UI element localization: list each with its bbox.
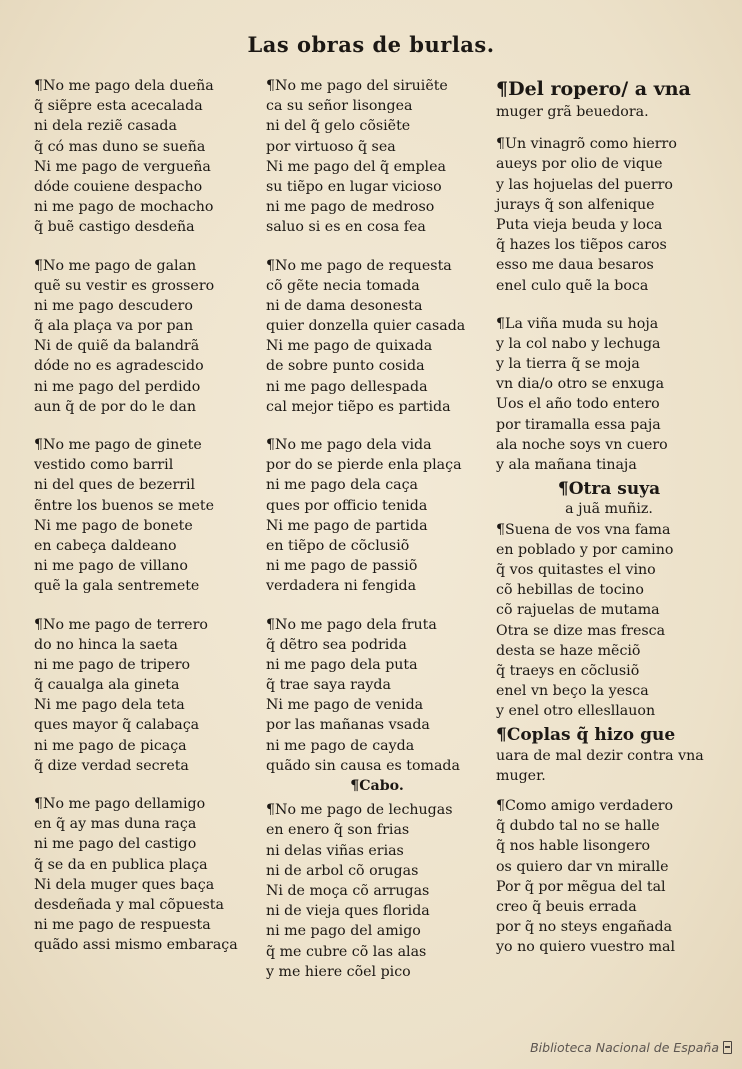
- verse-line: ala noche soys vn cuero: [496, 436, 668, 453]
- verse-line: ni me pago del perdido: [34, 378, 201, 395]
- section-heading-continuation: muger grã beuedora.: [496, 104, 649, 120]
- verse-line: ¶No me pago de terrero: [34, 616, 208, 633]
- verse-line: Por q̃ por mẽgua del tal: [496, 878, 666, 895]
- verse-line: ¶Un vinagrõ como hierro: [496, 136, 677, 153]
- verse-line: jurays q̃ son alfenique: [496, 196, 655, 213]
- verse-line: por q̃ no steys engañada: [496, 919, 673, 936]
- verse-line: ques por officio tenida: [266, 497, 428, 514]
- verse-line: ẽntre los buenos se mete: [34, 497, 215, 514]
- verse-line: enel vn beço la yesca: [496, 683, 649, 700]
- verse-line: ni dela reziẽ casada: [34, 118, 177, 135]
- stanza: [266, 800, 488, 982]
- verse-line: ¶No me pago de lechugas: [266, 802, 453, 819]
- verse-line: q̃ vos quitastes el vino: [496, 561, 656, 578]
- column-2: [266, 76, 488, 1000]
- verse-line: q̃ dubdo tal no se halle: [496, 818, 660, 835]
- verse-line: q̃ nos hable lisongero: [496, 838, 651, 855]
- verse-line: cõ hebillas de tocino: [496, 582, 644, 599]
- verse-line: su tiẽpo en lugar vicioso: [266, 178, 442, 195]
- verse-line: vestido como barril: [34, 457, 174, 474]
- verse-line: ni me pago dellespada: [266, 378, 428, 395]
- verse-line: q̃ buẽ castigo desdeña: [34, 219, 195, 236]
- verse-line: Ni me pago de quixada: [266, 338, 433, 355]
- verse-line: enel culo quẽ la boca: [496, 277, 649, 294]
- verse-line: dóde no es agradescido: [34, 358, 204, 375]
- verse-line: aueys por olio de vique: [496, 156, 663, 173]
- verse-line: ni me pago del castigo: [34, 836, 197, 853]
- verse-line: do no hinca la saeta: [34, 636, 178, 653]
- verse-line: y me hiere cõel pico: [266, 963, 411, 980]
- verse-line: q̃ caualga ala gineta: [34, 677, 180, 694]
- verse-line: Ni de moça cõ arrugas: [266, 882, 430, 899]
- verse-line: por las mañanas vsada: [266, 717, 430, 734]
- verse-line: y la tierra q̃ se moja: [496, 356, 640, 373]
- verse-line: ¶No me pago dela vida: [266, 437, 432, 453]
- verse-line: q̃ dẽtro sea podrida: [266, 636, 407, 653]
- verse-line: quẽ su vestir es grossero: [34, 277, 215, 294]
- stanza: [496, 725, 722, 957]
- verse-line: Ni dela muger ques baça: [34, 876, 215, 893]
- verse-line: quẽ la gala sentremete: [34, 578, 200, 595]
- verse-line: desta se haze mẽciõ: [496, 642, 641, 659]
- section-heading-continuation: muger.: [496, 767, 546, 784]
- verse-line: verdadera ni fengida: [266, 578, 417, 595]
- verse-line: por tiramalla essa paja: [496, 416, 661, 433]
- verse-line: Ni me pago de venida: [266, 697, 424, 714]
- verse-line: y enel otro ellesllauon: [496, 703, 656, 720]
- verse-line: ni del ques de bezerril: [34, 477, 196, 494]
- column-3: [496, 76, 722, 976]
- stanza: [34, 435, 252, 597]
- verse-line: ¶No me pago de galan: [34, 257, 197, 274]
- library-logo-icon: [723, 1041, 732, 1054]
- verse-line: Otra se dize mas fresca: [496, 622, 666, 639]
- section-heading-continuation: a juã muñiz.: [565, 501, 653, 518]
- verse-line: q̃ có mas duno se sueña: [34, 138, 206, 155]
- verse-line: ¶Como amigo verdadero: [496, 798, 674, 814]
- verse-line: q̃ trae saya rayda: [266, 677, 391, 694]
- verse-line: q̃ siẽpre esta acecalada: [34, 98, 203, 115]
- section-heading: ¶Del ropero/ a vna: [496, 78, 691, 100]
- stanza: [496, 314, 722, 476]
- verse-line: y ala mañana tinaja: [496, 457, 637, 473]
- verse-line: en enero q̃ son frias: [266, 822, 410, 839]
- verse-line: Ni me pago de partida: [266, 517, 428, 534]
- verse-line: Ni de quiẽ da balandrã: [34, 338, 200, 355]
- verse-line: cal mejor tiẽpo es partida: [266, 398, 451, 415]
- verse-line: ques mayor q̃ calabaça: [34, 717, 200, 734]
- verse-line: yo no quiero vuestro mal: [496, 939, 676, 956]
- stanza: [266, 76, 488, 238]
- verse-line: q̃ dize verdad secreta: [34, 757, 189, 774]
- section-heading: ¶Otra suya: [557, 479, 661, 500]
- verse-line: en tiẽpo de cõclusiõ: [266, 537, 410, 554]
- verse-line: ¶No me pago dela fruta: [266, 616, 437, 633]
- verse-line: y la col nabo y lechuga: [496, 335, 661, 352]
- verse-line: ni me pago dela caça: [266, 477, 419, 494]
- verse-line: quãdo assi mismo embaraça: [34, 937, 238, 954]
- verse-line: Ni me pago dela teta: [34, 697, 185, 714]
- verse-line: ¶La viña muda su hoja: [496, 315, 659, 332]
- verse-line: saluo si es en cosa fea: [266, 219, 426, 236]
- stanza: [34, 794, 252, 956]
- cabo-label: ¶Cabo.: [350, 778, 404, 794]
- verse-line: ni me pago del amigo: [266, 923, 421, 940]
- running-title: Las obras de burlas.: [247, 32, 495, 57]
- verse-line: cõ rajuelas de mutama: [496, 602, 660, 619]
- verse-line: ni de dama desonesta: [266, 297, 423, 314]
- verse-line: Ni me pago de bonete: [34, 517, 193, 534]
- watermark-text: Biblioteca Nacional de España: [530, 1040, 719, 1055]
- verse-line: quãdo sin causa es tomada: [266, 757, 460, 774]
- verse-line: desdeñada y mal cõpuesta: [34, 896, 224, 913]
- verse-line: cõ gẽte necia tomada: [266, 277, 420, 294]
- verse-line: ni me pago de passiõ: [266, 558, 418, 575]
- stanza: [34, 76, 252, 238]
- verse-line: creo q̃ beuis errada: [496, 898, 637, 915]
- verse-line: ni me pago de cayda: [266, 737, 415, 754]
- verse-line: ni me pago de villano: [34, 558, 188, 575]
- stanza: [496, 479, 722, 721]
- column-1: [34, 76, 252, 974]
- verse-line: ni me pago descudero: [34, 297, 193, 314]
- verse-line: q̃ traeys en cõclusiõ: [496, 662, 640, 679]
- verse-line: en poblado y por camino: [496, 541, 674, 558]
- section-heading: ¶Coplas q̃ hizo gue: [496, 725, 676, 746]
- verse-line: ¶No me pago de ginete: [34, 437, 202, 453]
- verse-line: ni me pago de mochacho: [34, 199, 214, 216]
- verse-line: ¶No me pago de requesta: [266, 257, 452, 274]
- verse-line: en q̃ ay mas duna raça: [34, 816, 197, 833]
- verse-line: ni me pago dela puta: [266, 656, 418, 673]
- verse-line: ¶No me pago del siruiẽte: [266, 78, 448, 94]
- verse-line: q̃ me cubre cõ las alas: [266, 943, 427, 960]
- verse-line: q̃ se da en publica plaça: [34, 856, 208, 873]
- verse-line: ni de arbol cõ orugas: [266, 862, 419, 879]
- verse-line: Uos el año todo entero: [496, 396, 660, 413]
- verse-line: ¶No me pago dela dueña: [34, 78, 214, 94]
- verse-line: Puta vieja beuda y loca: [496, 216, 663, 233]
- verse-line: esso me daua besaros: [496, 257, 654, 274]
- verse-line: dóde couiene despacho: [34, 178, 203, 195]
- section-heading-continuation: uara de mal dezir contra vna: [496, 747, 704, 764]
- stanza: [266, 435, 488, 597]
- verse-line: y las hojuelas del puerro: [496, 176, 673, 193]
- verse-line: ¶No me pago dellamigo: [34, 796, 206, 812]
- verse-line: por do se pierde enla plaça: [266, 457, 462, 474]
- verse-line: Ni me pago del q̃ emplea: [266, 158, 446, 175]
- verse-line: vn dia/o otro se enxuga: [496, 376, 665, 393]
- stanza: [34, 615, 252, 777]
- stanza: [34, 256, 252, 418]
- verse-line: quier donzella quier casada: [266, 318, 466, 335]
- verse-line: ni me pago de respuesta: [34, 917, 211, 934]
- verse-line: por virtuoso q̃ sea: [266, 138, 396, 155]
- library-watermark: [530, 1040, 732, 1055]
- verse-line: aun q̃ de por do le dan: [34, 398, 196, 415]
- verse-line: ni me pago de tripero: [34, 656, 191, 673]
- verse-line: de sobre punto cosida: [266, 358, 425, 375]
- verse-line: ni delas viñas erias: [266, 842, 404, 859]
- stanza: [266, 615, 488, 797]
- verse-line: ¶Suena de vos vna fama: [496, 521, 671, 538]
- verse-line: ni de vieja ques florida: [266, 903, 430, 920]
- verse-line: ni me pago de picaça: [34, 737, 187, 754]
- verse-line: q̃ hazes los tiẽpos caros: [496, 237, 667, 254]
- verse-line: en cabeça daldeano: [34, 537, 177, 554]
- verse-line: ca su señor lisongea: [266, 98, 413, 115]
- verse-line: Ni me pago de vergueña: [34, 158, 211, 175]
- stanza: [266, 256, 488, 418]
- verse-line: os quiero dar vn miralle: [496, 858, 669, 875]
- verse-line: ni me pago de medroso: [266, 199, 435, 216]
- verse-line: ni del q̃ gelo cõsiẽte: [266, 118, 411, 135]
- stanza: [496, 134, 722, 296]
- poem-heading: [496, 76, 722, 122]
- verse-line: q̃ ala plaça va por pan: [34, 318, 194, 335]
